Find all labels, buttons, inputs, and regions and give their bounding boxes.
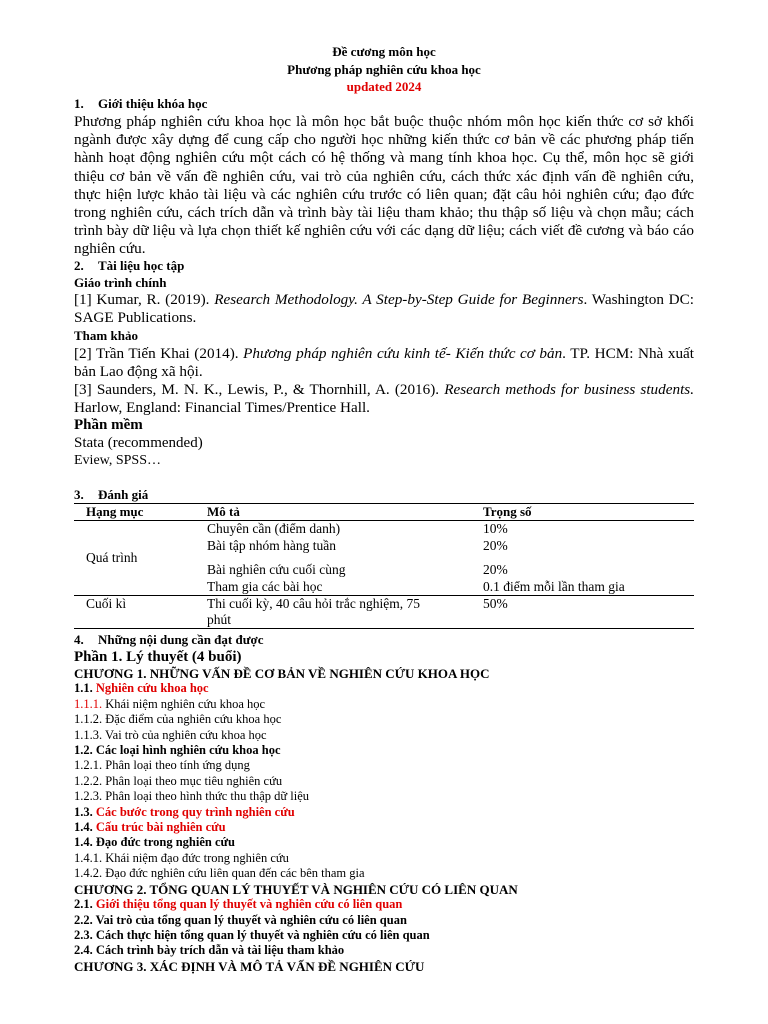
reference-1-author: [1] Kumar, R. (2019). (74, 291, 215, 308)
reference-1-title: Research Methodology. A Step-by-Step Guide for Beginners (214, 291, 584, 308)
reference-3-title: Research methods for business students. (444, 381, 695, 398)
row-weight: 0.1 điểm mỗi lần tham gia (483, 578, 625, 594)
section-2-number: 2. (74, 258, 84, 273)
chapter-3-heading: CHƯƠNG 3. XÁC ĐỊNH VÀ MÔ TẢ VẤN ĐỀ NGHIÊN CỨU (74, 958, 425, 974)
outline-item-2-3: 2.3. Cách thực hiện tổng quan lý thuyết và nghiên cứu có liên quan (74, 927, 430, 942)
section-3-heading (74, 487, 694, 503)
reference-3-publisher: Harlow, England: Financial Times/Prentice Hall. (74, 399, 370, 417)
table-row (74, 595, 694, 628)
table-row (74, 521, 694, 538)
reference-2-author: [2] Trần Tiến Khai (2014). (74, 345, 244, 362)
outline-item-1-3: 1.3. Các bước trong quy trình nghiên cứu (74, 804, 295, 819)
section-4-title: Những nội dung cần đạt được (98, 632, 264, 647)
outline-item-2-2: 2.2. Vai trò của tổng quan lý thuyết và nghiên cứu có liên quan (74, 912, 407, 927)
row-weight: 20% (483, 537, 508, 553)
section-1-title: Giới thiệu khóa học (98, 96, 208, 111)
outline-item-2-1: 2.1. Giới thiệu tổng quan lý thuyết và nghiên cứu có liên quan (74, 897, 403, 912)
category-process: Quá trình (86, 549, 138, 565)
updated-label: updated 2024 (346, 79, 422, 94)
reference-2-publisher: . TP. HCM: Nhà xuất bản Lao động xã hội. (74, 345, 694, 381)
reference-3 (74, 381, 694, 417)
software-item-1: Stata (recommended) (74, 435, 203, 451)
reference-heading: Tham khảo (74, 328, 138, 343)
part-1-heading: Phần 1. Lý thuyết (4 buổi) (74, 649, 242, 665)
software-item-2: Eview, SPSS… (74, 453, 162, 468)
outline-item-1-1: 1.1. Nghiên cứu khoa học (74, 681, 209, 696)
chapter-2-heading: CHƯƠNG 2. TỔNG QUAN LÝ THUYẾT VÀ NGHIÊN CỨU CÓ LIÊN QUAN (74, 881, 518, 897)
row-description: Chuyên cần (điểm danh) (207, 521, 341, 536)
row-description: Bài nghiên cứu cuối cùng (207, 561, 346, 577)
course-outline (74, 666, 694, 974)
row-weight: 20% (483, 561, 508, 577)
evaluation-table (74, 503, 694, 629)
outline-item-1-4a: 1.4. Cấu trúc bài nghiên cứu (74, 820, 226, 835)
section-3-number: 3. (74, 487, 84, 502)
outline-item-1-2-3: 1.2.3. Phân loại theo hình thức thu thập dữ liệu (74, 789, 310, 804)
reference-3-author: [3] Saunders, M. N. K., Lewis, P., & Thornhill, A. (2016). (74, 381, 445, 398)
section-3-title: Đánh giá (98, 487, 149, 502)
outline-item-1-4-1: 1.4.1. Khái niệm đạo đức trong nghiên cứu (74, 850, 289, 865)
outline-item-1-1-3: 1.1.3. Vai trò của nghiên cứu khoa học (74, 727, 267, 742)
course-subtitle: Phương pháp nghiên cứu khoa học (287, 62, 481, 77)
row-weight: 10% (483, 521, 508, 536)
column-header-weight: Trọng số (483, 504, 694, 521)
outline-item-2-4: 2.4. Cách trình bày trích dẫn và tài liệu tham khảo (74, 943, 345, 958)
reference-2 (74, 345, 694, 381)
section-4-heading (74, 632, 694, 648)
row-description: Tham gia các bài học (207, 578, 323, 594)
column-header-description: Mô tả (207, 504, 483, 521)
row-description: Thi cuối kỳ, 40 câu hỏi trắc nghiệm, 75 phút (207, 595, 483, 628)
course-title: Đề cương môn học (332, 44, 436, 59)
section-1-paragraph: Phương pháp nghiên cứu khoa học là môn học bắt buộc thuộc nhóm môn học kiến thức cơ sở khối ngành được xây dựng để cung cấp cho người học những kiến thức cơ bản về các phương pháp tiến hành hoạt động nghiên cứu một cách có hệ thống và mang tính khoa học. Cụ thể, môn học sẽ giới thiệu cơ bản về vấn đề nghiên cứu, vai trò của nghiên cứu, cách thức xác định vấn đề nghiên cứu, thực hiện lược khảo tài liệu và các nghiên cứu trước có liên quan; đặt câu hỏi nghiên cứu; đạo đức trong nghiên cứu, cách trích dẫn và trình bày tài liệu tham khảo; thu thập số liệu và chọn mẫu; cách trình bày dữ liệu và lựa chọn thiết kế nghiên cứu với các dạng dữ liệu; cách viết đề cương và báo cáo nghiên cứu. (74, 113, 694, 258)
reference-1 (74, 291, 694, 327)
outline-item-1-2-2: 1.2.2. Phân loại theo mục tiêu nghiên cứu (74, 773, 283, 788)
column-header-category: Hạng mục (74, 504, 207, 521)
software-heading: Phần mềm (74, 417, 143, 433)
outline-item-1-2: 1.2. Các loại hình nghiên cứu khoa học (74, 743, 281, 758)
section-1-number: 1. (74, 96, 84, 111)
row-description: Bài tập nhóm hàng tuần (207, 537, 336, 553)
outline-item-1-4-2: 1.4.2. Đạo đức nghiên cứu liên quan đến các bên tham gia (74, 866, 365, 881)
chapter-1-heading: CHƯƠNG 1. NHỮNG VẤN ĐỀ CƠ BẢN VỀ NGHIÊN CỨU KHOA HỌC (74, 666, 490, 681)
outline-item-1-4b: 1.4. Đạo đức trong nghiên cứu (74, 835, 235, 850)
section-4-number: 4. (74, 632, 84, 647)
outline-item-1-1-2: 1.1.2. Đặc điểm của nghiên cứu khoa học (74, 712, 282, 727)
section-2-title: Tài liệu học tập (98, 258, 185, 273)
table-header-row (74, 504, 694, 521)
category-final: Cuối kì (74, 595, 207, 628)
outline-item-1-2-1: 1.2.1. Phân loại theo tính ứng dụng (74, 758, 250, 773)
row-weight: 50% (483, 595, 694, 628)
reference-1-publisher: . Washington DC: SAGE Publications. (74, 291, 694, 327)
section-1-heading (74, 96, 694, 112)
outline-item-1-1-1: 1.1.1. Khái niệm nghiên cứu khoa học (74, 696, 266, 711)
main-textbook-heading: Giáo trình chính (74, 275, 167, 290)
reference-2-title: Phương pháp nghiên cứu kinh tế- Kiến thức cơ bản (243, 345, 563, 362)
section-2-heading (74, 258, 694, 274)
